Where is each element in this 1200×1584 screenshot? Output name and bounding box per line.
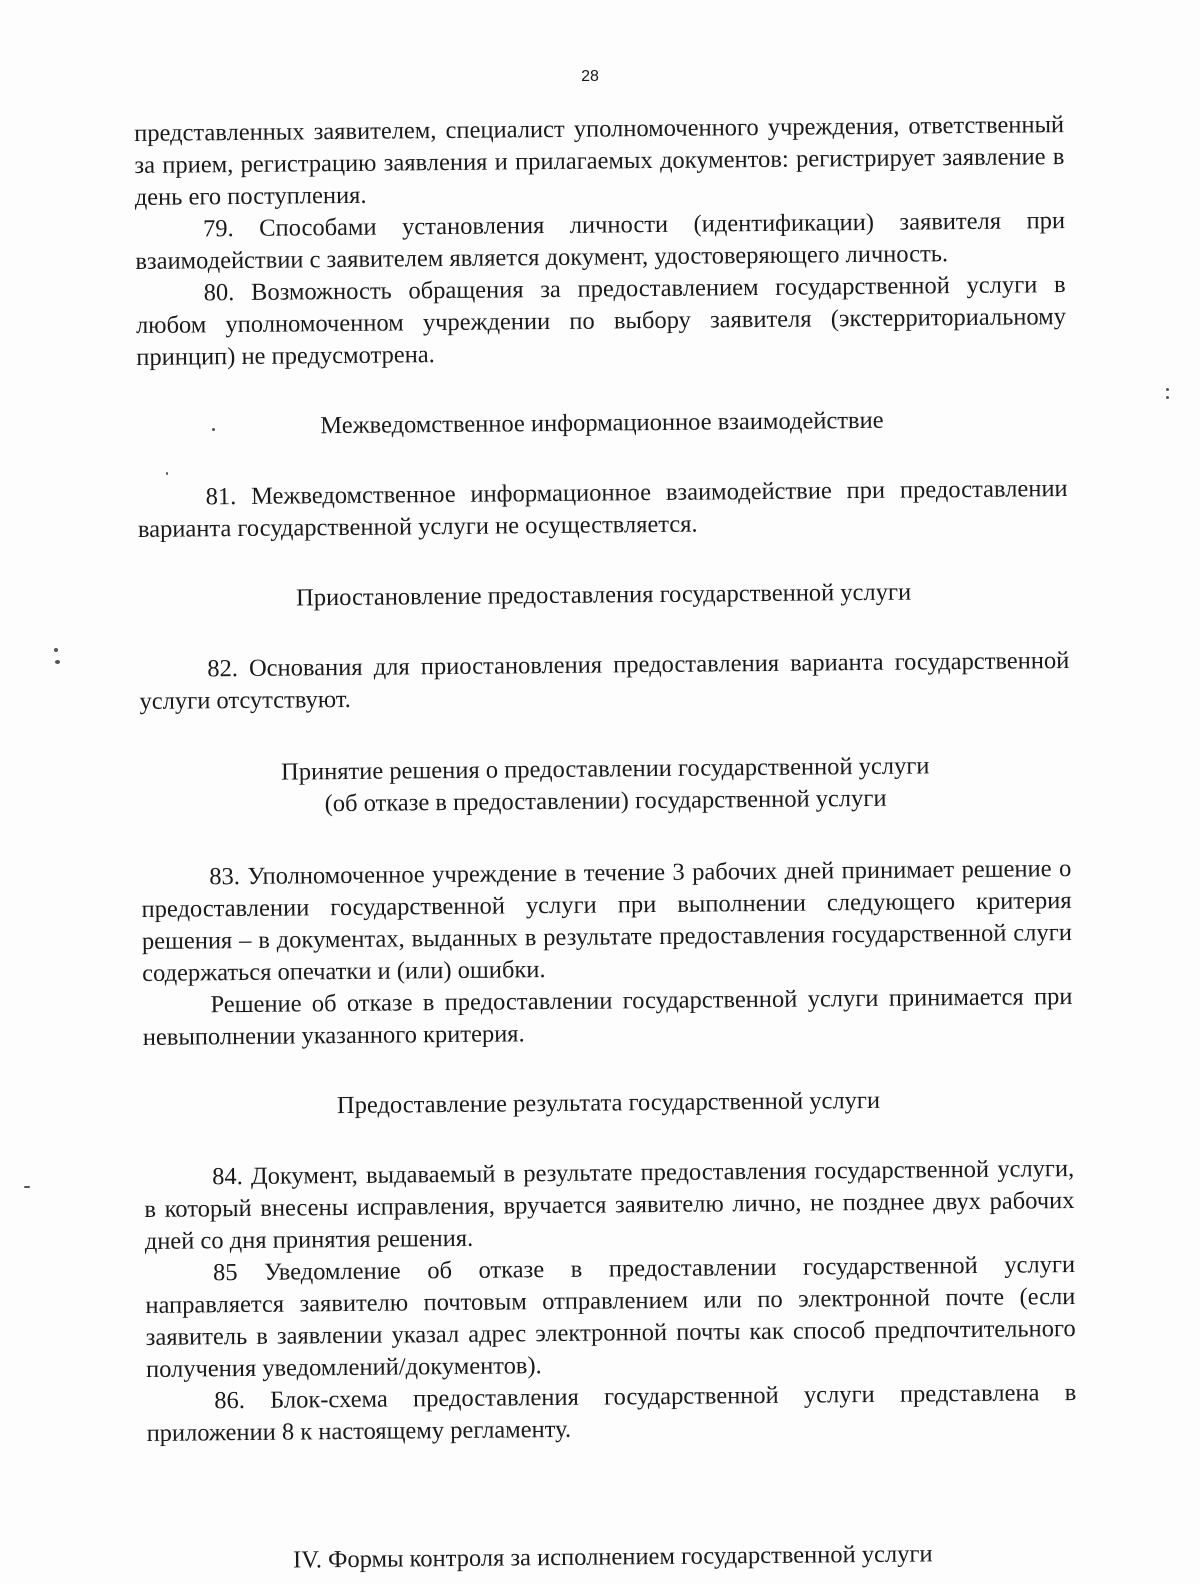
heading-decision [140, 749, 1071, 822]
paragraph-81: 81. Межведомственное информационное взаимодействие при предоставлении варианта государственной услуги не осуществляется. [137, 475, 1068, 543]
heading-chapter-4: IV. Формы контроля за исполнением государственной услуги [292, 1540, 933, 1574]
paragraph-83-refusal: Решение об отказе в предоставлении государственной услуги принимается при невыполнении указанного критерия. [142, 983, 1073, 1051]
paragraph-79: 79. Способами установления личности (идентификации) заявителя при взаимодействии с заявителем является документ, удостоверяющего личность. [135, 207, 1066, 275]
scan-speck [24, 1186, 30, 1188]
paragraph-82: 82. Основания для приостановления предоставления варианта государственной услуги отсутствуют. [139, 647, 1070, 715]
heading-result: Предоставление результата государственной услуги [336, 1086, 881, 1120]
paragraph-86: 86. Блок-схема предоставления государственной услуги представлена в приложении 8 к настоящему регламенту. [146, 1379, 1077, 1447]
scan-speck [1166, 388, 1169, 391]
heading-decision-line-1: Принятие решения о предоставлении государственной услуги [280, 752, 930, 786]
paragraph-84: 84. Документ, выдаваемый в результате предоставления государственной услуги, в который внесены исправления, вручается заявителю лично, не позднее двух рабочих дней со дня принятия решения. [144, 1155, 1075, 1255]
scan-speck [212, 428, 215, 431]
document-body [134, 109, 1078, 1578]
heading-suspension: Приостановление предоставления государственной услуги [295, 578, 912, 612]
scan-speck [1166, 396, 1169, 399]
scan-speck [166, 472, 168, 475]
paragraph-80: 80. Возможность обращения за предоставлением государственной услуги в любом уполномоченном учреждении по выбору заявителя (экстерриториальному принцип) не предусмотрена. [135, 271, 1067, 371]
scan-speck [55, 660, 60, 664]
paragraph-85: 85 Уведомление об отказе в предоставлении государственной услуги направляется заявителю почтовым отправлением или по электронной почте (если заявитель в заявлении указал адрес электронной почты как способ предпочтительного получения уведомлений/документов). [145, 1251, 1076, 1383]
heading-decision-line-2: (об отказе в предоставлении) государственной услуги [324, 784, 887, 818]
paragraph-83: 83. Уполномоченное учреждение в течение 3 рабочих дней принимает решение о предоставлении государственной услуги при выполнении следующего критерия решения – в документах, выданных в результате предоставления государственной слуги содержаться опечатки и (или) ошибки. [141, 855, 1072, 987]
paragraph-continuation: представленных заявителем, специалист уполномоченного учреждения, ответственный за прием, регистрацию заявления и прилагаемых документов: регистрирует заявление в день его поступления. [134, 111, 1065, 211]
page-number: 28 [581, 68, 599, 85]
heading-interagency-interaction: Межведомственное информационное взаимодействие [320, 406, 884, 440]
scan-speck [54, 648, 58, 652]
